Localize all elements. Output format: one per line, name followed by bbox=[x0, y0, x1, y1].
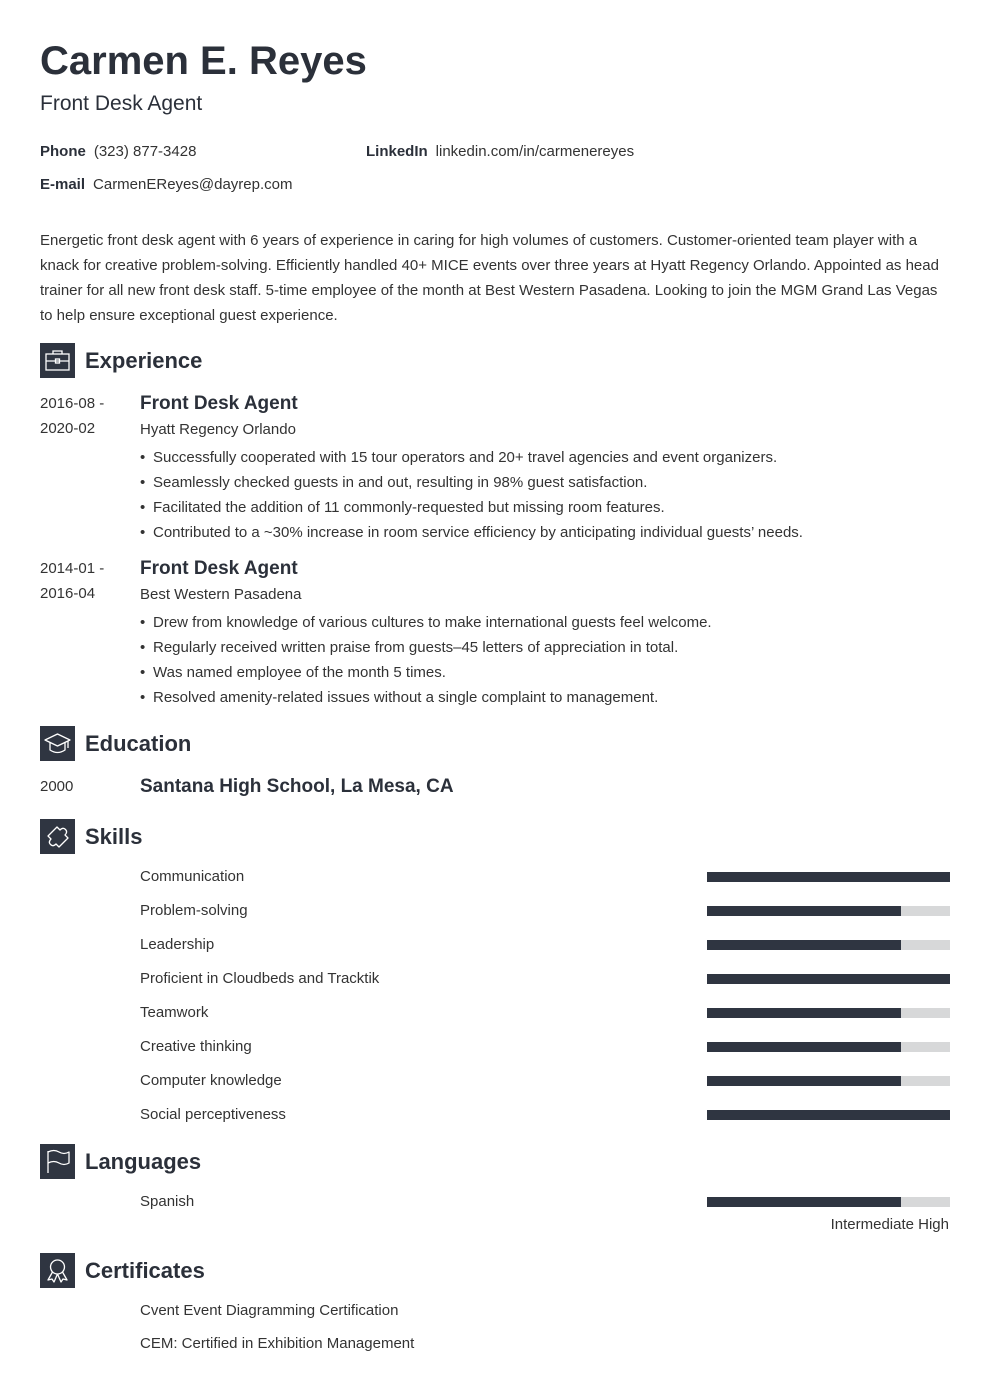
contact-email bbox=[40, 175, 292, 195]
experience-title: Experience bbox=[85, 348, 203, 373]
skill-level-fill bbox=[707, 1042, 901, 1052]
skill-level-fill bbox=[707, 1076, 901, 1086]
languages-title: Languages bbox=[85, 1149, 202, 1174]
puzzle-icon bbox=[40, 819, 75, 854]
skill-name: Proficient in Cloudbeds and Tracktik bbox=[140, 970, 380, 987]
briefcase-icon bbox=[40, 343, 75, 378]
skill-level-bar bbox=[707, 1008, 950, 1018]
job-bullets bbox=[140, 610, 712, 710]
skill-item bbox=[140, 1037, 950, 1057]
skill-level-fill bbox=[707, 872, 950, 882]
language-name: Spanish bbox=[140, 1193, 195, 1210]
skill-name: Computer knowledge bbox=[140, 1072, 282, 1089]
job-bullet: • Resolved amenity-related issues without a single complaint to management. bbox=[140, 685, 712, 710]
job-end-date: 2020-02 bbox=[40, 420, 96, 437]
job-bullet: • Drew from knowledge of various cultures to make international guests feel welcome. bbox=[140, 610, 712, 635]
job-dates bbox=[40, 391, 130, 441]
certificate-item: Cvent Event Diagramming Certification bbox=[140, 1302, 399, 1319]
job-bullet: • Facilitated the addition of 11 commonly-requested but missing room features. bbox=[140, 495, 803, 520]
skill-level-fill bbox=[707, 1008, 901, 1018]
contact-phone bbox=[40, 142, 196, 162]
skill-level-fill bbox=[707, 906, 901, 916]
flag-icon bbox=[40, 1144, 75, 1179]
skill-level-fill bbox=[707, 1110, 950, 1120]
job-bullet: • Successfully cooperated with 15 tour operators and 20+ travel agencies and event organizers. bbox=[140, 445, 803, 470]
job-bullet: • Contributed to a ~30% increase in room service efficiency by anticipating individual guests’ needs. bbox=[140, 520, 803, 545]
education-title: Education bbox=[85, 731, 192, 756]
skill-level-bar bbox=[707, 1110, 950, 1120]
skill-level-fill bbox=[707, 940, 901, 950]
job-company: Hyatt Regency Orlando bbox=[140, 421, 296, 438]
languages-section-header bbox=[40, 1144, 950, 1179]
job-company: Best Western Pasadena bbox=[140, 586, 302, 603]
skill-level-bar bbox=[707, 906, 950, 916]
skill-item bbox=[140, 867, 950, 887]
job-start-date: 2014-01 - bbox=[40, 560, 105, 577]
email-label: E-mail bbox=[40, 176, 86, 193]
certificates-section-header bbox=[40, 1253, 950, 1288]
skill-item bbox=[140, 969, 950, 989]
skills-section-header bbox=[40, 819, 950, 854]
skill-name: Teamwork bbox=[140, 1004, 209, 1021]
skill-name: Communication bbox=[140, 868, 245, 885]
linkedin-label: LinkedIn bbox=[366, 143, 428, 160]
phone-label: Phone bbox=[40, 143, 86, 160]
job-title: Front Desk Agent bbox=[140, 558, 298, 579]
job-dates bbox=[40, 556, 130, 606]
language-item bbox=[140, 1192, 950, 1212]
email-link[interactable]: CarmenEReyes@dayrep.com bbox=[93, 176, 293, 193]
graduation-cap-icon bbox=[40, 726, 75, 761]
certificate-item: CEM: Certified in Exhibition Management bbox=[140, 1335, 415, 1352]
language-level-bar bbox=[707, 1197, 950, 1207]
education-school: Santana High School, La Mesa, CA bbox=[140, 776, 454, 797]
skill-item bbox=[140, 1105, 950, 1125]
skill-name: Social perceptiveness bbox=[140, 1106, 286, 1123]
skill-name: Creative thinking bbox=[140, 1038, 252, 1055]
skill-item bbox=[140, 1003, 950, 1023]
job-bullets bbox=[140, 445, 803, 545]
skill-level-bar bbox=[707, 1076, 950, 1086]
job-bullet: • Regularly received written praise from guests–45 letters of appreciation in total. bbox=[140, 635, 712, 660]
experience-section-header bbox=[40, 343, 950, 378]
phone-value: (323) 877-3428 bbox=[93, 143, 197, 160]
skill-name: Problem-solving bbox=[140, 902, 248, 919]
education-year: 2000 bbox=[40, 778, 74, 795]
skill-name: Leadership bbox=[140, 936, 215, 953]
skills-title: Skills bbox=[85, 824, 143, 849]
skill-item bbox=[140, 935, 950, 955]
contact-linkedin bbox=[366, 142, 634, 162]
job-end-date: 2016-04 bbox=[40, 585, 96, 602]
skill-level-fill bbox=[707, 974, 950, 984]
linkedin-link[interactable]: linkedin.com/in/carmenereyes bbox=[435, 143, 635, 160]
job-bullet: • Seamlessly checked guests in and out, resulting in 98% guest satisfaction. bbox=[140, 470, 803, 495]
language-level-fill bbox=[707, 1197, 901, 1207]
skill-level-bar bbox=[707, 974, 950, 984]
summary-paragraph: Energetic front desk agent with 6 years of experience in caring for high volumes of customers. Customer-oriented team player with a knack for creative problem-solving. Efficiently handled 40+ MICE events over three years at Hyatt Regency Orlando. Appointed as head trainer for all new front desk staff. 5-time employee of the month at Best Western Pasadena. Looking to join the MGM Grand Las Vegas to help ensure exceptional guest experience. bbox=[40, 232, 939, 324]
education-section-header bbox=[40, 726, 950, 761]
skill-level-bar bbox=[707, 940, 950, 950]
skill-level-bar bbox=[707, 1042, 950, 1052]
skill-level-bar bbox=[707, 872, 950, 882]
candidate-name: Carmen E. Reyes bbox=[40, 39, 367, 83]
skill-item bbox=[140, 901, 950, 921]
skill-item bbox=[140, 1071, 950, 1091]
job-title: Front Desk Agent bbox=[140, 393, 298, 414]
education-entry bbox=[40, 774, 950, 800]
award-ribbon-icon bbox=[40, 1253, 75, 1288]
job-start-date: 2016-08 - bbox=[40, 395, 105, 412]
candidate-title: Front Desk Agent bbox=[40, 92, 203, 115]
job-bullet: • Was named employee of the month 5 times. bbox=[140, 660, 712, 685]
language-level-label: Intermediate High bbox=[830, 1216, 949, 1233]
certificates-title: Certificates bbox=[85, 1258, 205, 1283]
